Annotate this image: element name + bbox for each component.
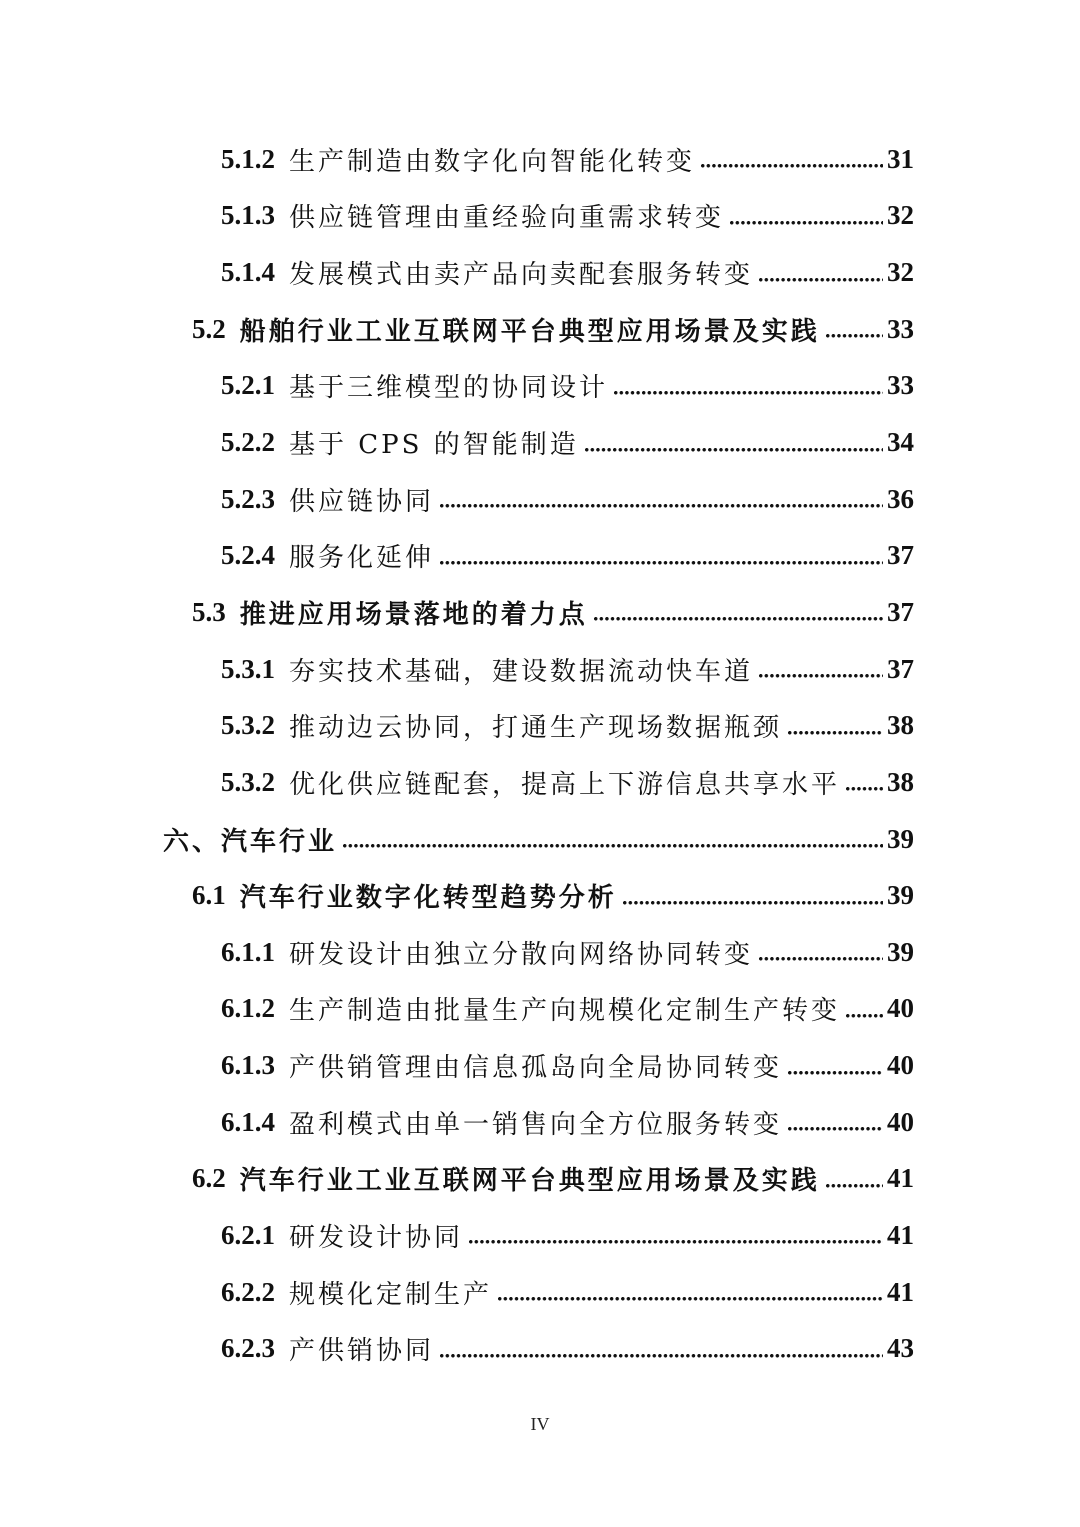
toc-entry-title: 推动边云协同，打通生产现场数据瓶颈 [289,713,783,744]
toc-entry-page-number: 31 [887,143,914,174]
dot-leader [440,504,883,508]
toc-entry-title: 汽车行业数字化转型趋势分析 [239,883,617,914]
toc-entry-page-number: 38 [887,766,914,797]
toc-entry-number: 6.1 [192,880,226,911]
toc-entry-title: 优化供应链配套，提高上下游信息共享水平 [289,769,841,800]
toc-entry[interactable] [0,1320,1080,1377]
dot-leader [759,674,883,678]
dot-leader [701,164,883,168]
toc-entry[interactable] [0,301,1080,358]
table-of-contents [0,131,1080,1377]
dot-leader [826,334,883,338]
toc-entry-title: 生产制造由批量生产向规模化定制生产转变 [289,996,841,1027]
toc-entry[interactable] [0,1264,1080,1321]
toc-entry-page-number: 38 [887,710,914,741]
toc-entry[interactable] [0,981,1080,1038]
toc-entry-title: 发展模式由卖产品向卖配套服务转变 [289,260,754,291]
toc-entry-page-number: 41 [887,1163,914,1194]
toc-entry-title: 船舶行业工业互联网平台典型应用场景及实践 [239,316,820,347]
toc-entry[interactable] [0,641,1080,698]
toc-entry-number: 5.3.2 [221,710,275,741]
toc-entry-title: 服务化延伸 [289,543,435,574]
toc-entry-number: 6.2.2 [221,1276,275,1307]
dot-leader [594,617,883,621]
toc-entry-title: 基于 CPS 的智能制造 [289,430,579,461]
toc-entry-number: 6.1.1 [221,936,275,967]
toc-entry-number: 5.3 [192,596,226,627]
toc-entry-page-number: 34 [887,427,914,458]
toc-entry-title: 供应链协同 [289,486,435,517]
toc-entry-page-number: 37 [887,596,914,627]
toc-entry[interactable] [0,811,1080,868]
toc-entry-number: 6.1.2 [221,993,275,1024]
toc-entry-title: 汽车行业工业互联网平台典型应用场景及实践 [239,1166,820,1197]
toc-entry[interactable] [0,754,1080,811]
toc-entry[interactable] [0,867,1080,924]
toc-entry-title: 规模化定制生产 [289,1279,493,1310]
toc-entry-number: 6.2.1 [221,1219,275,1250]
toc-entry-title: 生产制造由数字化向智能化转变 [289,146,696,177]
toc-entry-title: 产供销管理由信息孤岛向全局协同转变 [289,1053,783,1084]
toc-entry-number: 5.1.4 [221,257,275,288]
dot-leader [788,1071,883,1075]
dot-leader [343,844,883,848]
toc-entry-number: 6.1.4 [221,1106,275,1137]
toc-entry-page-number: 39 [887,936,914,967]
toc-entry[interactable] [0,414,1080,471]
toc-entry[interactable] [0,1037,1080,1094]
dot-leader [440,1354,883,1358]
toc-entry-page-number: 41 [887,1219,914,1250]
toc-entry[interactable] [0,527,1080,584]
toc-entry-page-number: 40 [887,1050,914,1081]
toc-entry-page-number: 39 [887,880,914,911]
toc-entry-title: 研发设计由独立分散向网络协同转变 [289,939,754,970]
dot-leader [585,448,883,452]
toc-entry[interactable] [0,188,1080,245]
toc-entry[interactable] [0,131,1080,188]
toc-entry-title: 产供销协同 [289,1336,435,1367]
toc-entry[interactable] [0,1094,1080,1151]
toc-entry-number: 5.3.1 [221,653,275,684]
toc-entry-title: 夯实技术基础，建设数据流动快车道 [289,656,754,687]
toc-entry-page-number: 40 [887,993,914,1024]
dot-leader [846,787,883,791]
dot-leader [614,391,883,395]
dot-leader [730,221,883,225]
toc-entry-number: 6.1.3 [221,1050,275,1081]
toc-entry[interactable] [0,1151,1080,1208]
toc-entry-title: 供应链管理由重经验向重需求转变 [289,203,725,234]
toc-entry-title: 基于三维模型的协同设计 [289,373,609,404]
toc-entry[interactable] [0,1207,1080,1264]
toc-entry-number: 5.2 [192,313,226,344]
toc-entry-page-number: 33 [887,370,914,401]
dot-leader [759,957,883,961]
toc-entry[interactable] [0,244,1080,301]
dot-leader [623,901,883,905]
toc-entry-page-number: 32 [887,200,914,231]
toc-entry[interactable] [0,358,1080,415]
toc-entry-number: 5.2.1 [221,370,275,401]
toc-entry[interactable] [0,924,1080,981]
toc-entry-title: 推进应用场景落地的着力点 [239,599,588,630]
toc-entry-number: 5.1.3 [221,200,275,231]
toc-entry-number: 6.2 [192,1163,226,1194]
toc-entry-page-number: 39 [887,823,914,854]
toc-entry-title: 六、汽车行业 [163,826,338,857]
toc-entry-page-number: 33 [887,313,914,344]
dot-leader [469,1240,883,1244]
toc-entry-page-number: 41 [887,1276,914,1307]
toc-entry-number: 5.2.4 [221,540,275,571]
toc-entry-page-number: 40 [887,1106,914,1137]
toc-entry-page-number: 36 [887,483,914,514]
toc-entry-title: 盈利模式由单一销售向全方位服务转变 [289,1109,783,1140]
toc-entry-page-number: 32 [887,257,914,288]
toc-entry-page-number: 37 [887,540,914,571]
toc-entry-page-number: 43 [887,1333,914,1364]
dot-leader [846,1014,883,1018]
toc-entry[interactable] [0,697,1080,754]
dot-leader [440,561,883,565]
toc-entry-number: 5.1.2 [221,143,275,174]
dot-leader [498,1297,883,1301]
toc-entry-page-number: 37 [887,653,914,684]
dot-leader [788,1127,883,1131]
toc-entry-number: 5.2.2 [221,427,275,458]
toc-entry-number: 6.2.3 [221,1333,275,1364]
page-footer-number: IV [530,1414,550,1434]
toc-entry-number: 5.3.2 [221,766,275,797]
toc-entry[interactable] [0,471,1080,528]
toc-entry[interactable] [0,584,1080,641]
toc-entry-title: 研发设计协同 [289,1222,464,1253]
dot-leader [788,731,883,735]
toc-entry-number: 5.2.3 [221,483,275,514]
dot-leader [759,278,883,282]
dot-leader [826,1184,883,1188]
